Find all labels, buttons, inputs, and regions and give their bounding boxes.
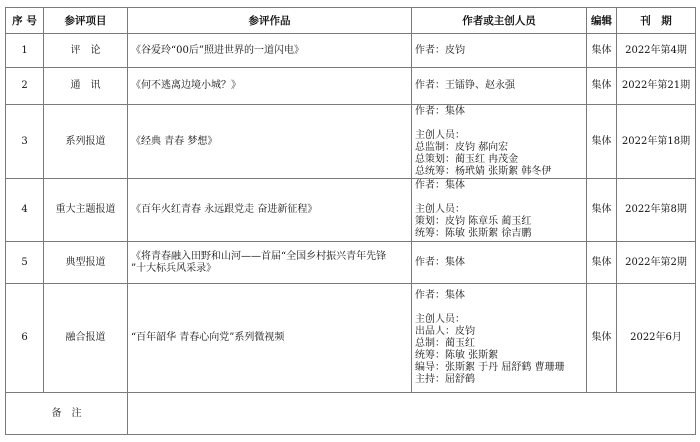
author-line: 总统筹：杨玳婧 张斯絮 韩冬伊	[415, 165, 552, 177]
row-issue: 2022年第8期	[617, 179, 696, 242]
author-line: 作者：皮钧	[415, 44, 465, 56]
author-line-spacer	[415, 192, 583, 204]
work-line: ”十大标兵风采录》	[131, 262, 217, 274]
row-no: 4	[6, 179, 44, 242]
table-row	[6, 105, 696, 179]
row-no: 1	[6, 34, 44, 68]
header-editor: 编辑	[587, 8, 617, 34]
header-no: 序 号	[6, 8, 44, 34]
row-author	[412, 242, 587, 284]
row-category: 通 讯	[44, 68, 128, 105]
author-line: 作者：集体	[415, 290, 465, 301]
row-author	[412, 284, 587, 393]
row-editor: 集体	[587, 242, 617, 284]
header-category: 参评项目	[44, 8, 128, 34]
row-issue: 2022年6月	[617, 284, 696, 393]
author-line: 编导：张斯絮 于丹 屈舒鹤 曹珊珊	[415, 362, 565, 373]
author-line: 主创人员：	[415, 314, 465, 325]
table-row	[6, 68, 696, 105]
row-issue: 2022年第4期	[617, 34, 696, 68]
row-author	[412, 105, 587, 179]
row-editor: 集体	[587, 34, 617, 68]
header-author: 作者或主创人员	[412, 8, 587, 34]
row-editor: 集体	[587, 284, 617, 393]
row-work: “百年韶华 青春心向党”系列微视频	[128, 284, 412, 393]
author-line: 主创人员：	[415, 129, 465, 141]
author-line: 统筹：陈敏 张斯絮	[415, 350, 499, 361]
row-no: 5	[6, 242, 44, 284]
author-line: 总策划：蔺玉红 冉茂金	[415, 153, 519, 165]
row-editor: 集体	[587, 105, 617, 179]
author-line: 作者：集体	[415, 180, 465, 191]
header-work: 参评作品	[128, 8, 412, 34]
row-work: 《何不逃离边境小城？》	[128, 68, 412, 105]
row-category: 重大主题报道	[44, 179, 128, 242]
row-no: 3	[6, 105, 44, 179]
row-category: 系列报道	[44, 105, 128, 179]
author-line: 出品人：皮钧	[415, 326, 475, 337]
row-work	[128, 242, 412, 284]
author-line: 总监制：皮钧 郝向宏	[415, 141, 509, 153]
row-issue: 2022年第2期	[617, 242, 696, 284]
remark-label: 备 注	[6, 393, 128, 435]
table-row	[6, 179, 696, 242]
table-row	[6, 284, 696, 393]
author-line: 作者：集体	[415, 256, 465, 268]
award-entry-table	[5, 7, 696, 435]
remark-row	[6, 393, 696, 435]
header-row	[6, 8, 696, 34]
header-issue: 刊 期	[617, 8, 696, 34]
table-row	[6, 34, 696, 68]
row-work: 《谷爱玲“00后”照进世界的一道闪电》	[128, 34, 412, 68]
author-line: 作者：王镭铮、赵永强	[415, 80, 515, 91]
row-issue: 2022年第21期	[617, 68, 696, 105]
row-category: 评 论	[44, 34, 128, 68]
table-row	[6, 242, 696, 284]
work-line: 《将青春融入田野和山河——首届“全国乡村振兴青年先锋	[131, 250, 387, 262]
row-work: 《经典 青春 梦想》	[128, 105, 412, 179]
remark-value	[128, 393, 696, 435]
row-no: 6	[6, 284, 44, 393]
row-category: 融合报道	[44, 284, 128, 393]
author-line: 主创人员：	[415, 204, 465, 215]
author-line-spacer	[415, 302, 583, 314]
row-author	[412, 34, 587, 68]
author-line-spacer	[415, 118, 583, 130]
row-author	[412, 68, 587, 105]
author-line: 统筹：陈敏 张斯絮 徐吉鹏	[415, 228, 532, 239]
row-issue: 2022年第18期	[617, 105, 696, 179]
row-author	[412, 179, 587, 242]
author-line: 主持：屈舒鹤	[415, 374, 475, 385]
row-editor: 集体	[587, 179, 617, 242]
author-line: 策划：皮钧 陈章乐 蔺玉红	[415, 216, 532, 227]
row-no: 2	[6, 68, 44, 105]
author-line: 作者：集体	[415, 105, 465, 117]
author-line: 总制：蔺玉红	[415, 338, 475, 349]
row-category: 典型报道	[44, 242, 128, 284]
row-work: 《百年火红青春 永远跟党走 奋进新征程》	[128, 179, 412, 242]
row-editor: 集体	[587, 68, 617, 105]
